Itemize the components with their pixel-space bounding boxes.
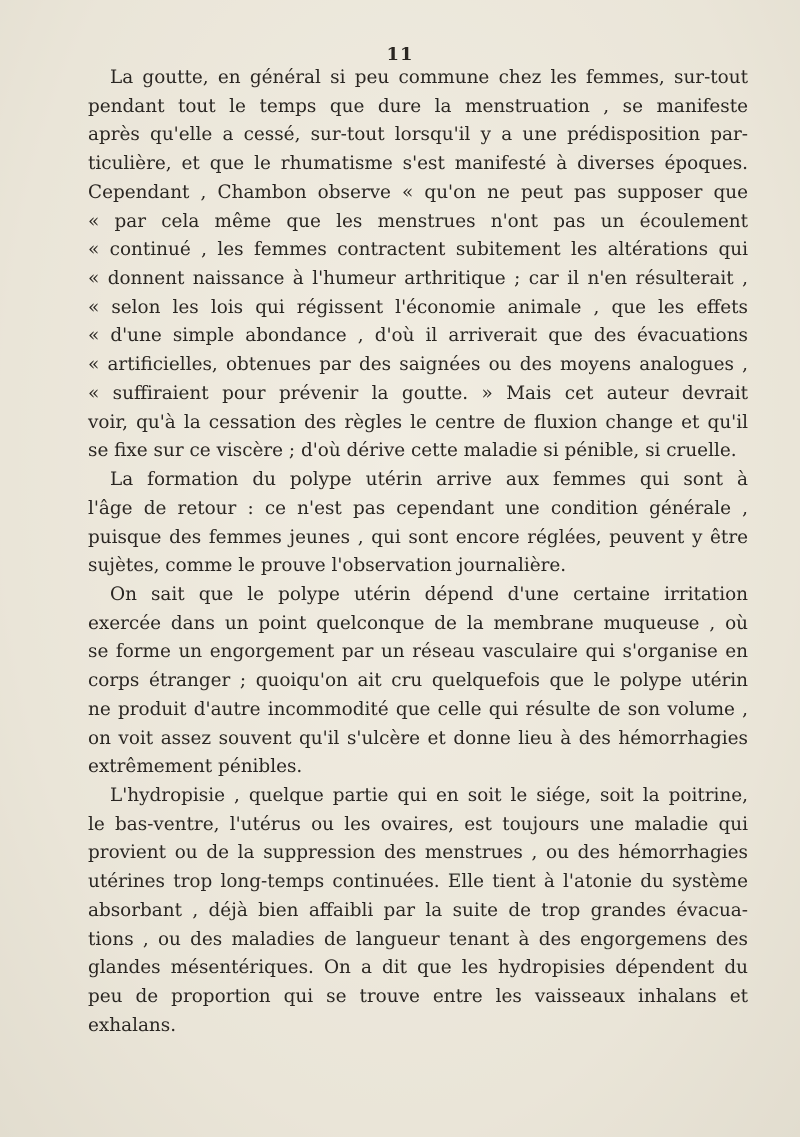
text-line: « donnent naissance à l'humeur arthritique ; car il n'en résulterait ,	[88, 268, 748, 290]
text-line: tions , ou des maladies de langueur tenant à des engorgemens des	[88, 928, 748, 950]
text-line: ne produit d'autre incommodité que celle qui résulte de son volume ,	[88, 698, 748, 720]
text-line: se forme un engorgement par un réseau vasculaire qui s'organise en	[88, 641, 748, 663]
text-line: La formation du polype utérin arrive aux femmes qui sont à	[110, 469, 748, 491]
text-line: « artificielles, obtenues par des saignées ou des moyens analogues ,	[88, 354, 748, 376]
text-line: corps étranger ; quoiqu'on ait cru quelquefois que le polype utérin	[88, 670, 748, 692]
text-line: peu de proportion qui se trouve entre les vaisseaux inhalans et	[88, 986, 748, 1007]
text-line: ticulière, et que le rhumatisme s'est manifesté à diverses époques.	[88, 153, 748, 175]
text-line: sujètes, comme le prouve l'observation journalière.	[88, 555, 567, 577]
text-line: Cependant , Chambon observe « qu'on ne peut pas supposer que	[88, 181, 748, 203]
text-line: La goutte, en général si peu commune chez les femmes, sur-tout	[110, 67, 748, 88]
text-line: absorbant , déjà bien affaibli par la suite de trop grandes évacua-	[88, 899, 748, 921]
text-line: on voit assez souvent qu'il s'ulcère et donne lieu à des hémorrhagies	[88, 727, 748, 749]
text-line: après qu'elle a cessé, sur-tout lorsqu'il y a une prédisposition par-	[88, 124, 748, 146]
text-line: L'hydropisie , quelque partie qui en soit le siége, soit la poitrine,	[110, 784, 748, 806]
page-number: 11	[386, 44, 414, 65]
text-line: voir, qu'à la cessation des règles le centre de fluxion change et qu'il	[88, 411, 748, 433]
text-line: On sait que le polype utérin dépend d'une certaine irritation	[110, 583, 748, 605]
text-line: l'âge de retour : ce n'est pas cependant une condition générale ,	[88, 497, 748, 519]
text-line: « continué , les femmes contractent subitement les altérations qui	[88, 239, 748, 261]
body-text	[88, 64, 748, 1040]
text-line: provient ou de la suppression des menstrues , ou des hémorrhagies	[88, 842, 748, 864]
text-line: utérines trop long-temps continuées. Elle tient à l'atonie du système	[88, 871, 748, 893]
text-line: glandes mésentériques. On a dit que les hydropisies dépendent du	[88, 957, 748, 979]
text-line: « par cela même que les menstrues n'ont pas un écoulement	[88, 210, 748, 232]
text-line: « d'une simple abondance , d'où il arriverait que des évacuations	[88, 325, 748, 347]
text-line: exhalans.	[88, 1014, 177, 1036]
text-line: « selon les lois qui régissent l'économie animale , que les effets	[88, 296, 748, 318]
text-line: « suffiraient pour prévenir la goutte. » Mais cet auteur devrait	[88, 382, 748, 404]
text-line: exercée dans un point quelconque de la membrane muqueuse , où	[88, 612, 748, 634]
text-line: pendant tout le temps que dure la menstruation , se manifeste	[88, 95, 748, 117]
text-line: extrêmement pénibles.	[88, 756, 303, 778]
text-line: puisque des femmes jeunes , qui sont encore réglées, peuvent y être	[88, 526, 748, 548]
text-line: se fixe sur ce viscère ; d'où dérive cette maladie si pénible, si cruelle.	[88, 440, 737, 462]
text-line: le bas-ventre, l'utérus ou les ovaires, est toujours une maladie qui	[88, 813, 748, 835]
